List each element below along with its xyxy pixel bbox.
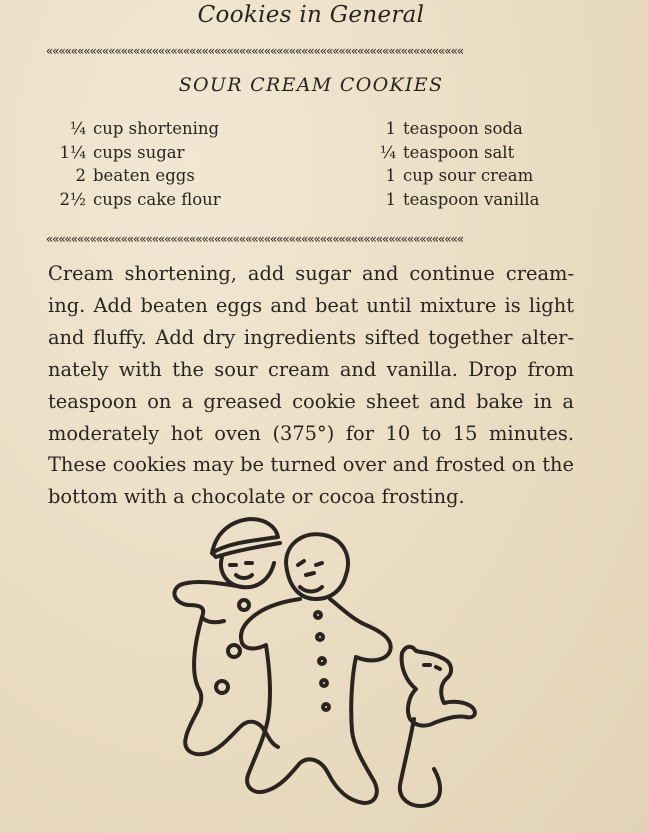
ingredient-row [46, 141, 306, 165]
ingredient-quantity: 2½ [59, 189, 86, 209]
ingredient-row [336, 141, 576, 165]
back-figure-mouth [236, 575, 252, 578]
front-figure-button [321, 680, 327, 686]
gingerbread-men-illustration-icon [130, 505, 510, 825]
ingredient-name: teaspoon vanilla [403, 189, 540, 209]
ingredient-name: cups cake flour [93, 189, 221, 209]
ingredient-row [336, 188, 576, 212]
ornamental-divider-top: ««««««««««««««««««««««««««««««««««««««««««««««««««««««««««««««««««« [46, 44, 464, 58]
back-figure-button [216, 681, 228, 693]
front-figure-button [319, 658, 325, 664]
ingredient-quantity: 2 [75, 166, 86, 185]
ingredient-quantity: ¼ [380, 142, 396, 162]
ingredient-name: teaspoon soda [403, 119, 523, 138]
back-figure-body [174, 582, 278, 754]
ingredient-quantity: 1 [385, 166, 396, 185]
ingredients-list [46, 117, 576, 213]
chapter-title: Cookies in General [197, 2, 425, 28]
back-figure-button [239, 600, 249, 610]
ingredient-row [336, 164, 576, 188]
ingredient-name: cup shortening [93, 119, 220, 138]
ingredient-row [46, 117, 306, 141]
ingredient-quantity: 1 [385, 119, 396, 138]
front-figure-button [315, 612, 321, 618]
front-figure-body [241, 599, 391, 803]
small-figure-eyes [424, 665, 440, 669]
front-figure-eyes [298, 561, 322, 565]
front-figure-mouth [300, 587, 322, 592]
ornamental-divider-bottom: ««««««««««««««««««««««««««««««««««««««««««««««««««««««««««««««««««« [46, 232, 464, 246]
ingredient-row [46, 188, 306, 212]
ingredient-quantity: 1¼ [59, 142, 86, 162]
ingredient-row [336, 117, 576, 141]
ingredient-name: cup sour cream [403, 166, 534, 185]
front-figure-button [323, 704, 329, 710]
recipe-title: SOUR CREAM COOKIES [178, 74, 444, 96]
ingredients-left-column [46, 117, 306, 211]
ingredient-name: teaspoon salt [403, 142, 515, 162]
ingredient-quantity: 1 [385, 189, 396, 209]
ingredients-right-column [336, 117, 576, 211]
ingredient-name: cups sugar [93, 142, 185, 162]
ingredient-name: beaten eggs [93, 166, 195, 185]
front-figure-button [317, 634, 323, 640]
ingredient-quantity: ¼ [70, 119, 86, 138]
recipe-instructions: Cream shortening, add sugar and continue creaming. Add beaten eggs and beat until mixture is light and fluffy. Add dry ingredients sifted together alternately with the sour cream and vanilla. Drop from teaspoon on a greased cookie sheet and bake in a moderately hot oven (375°) for 10 to 15 minutes. These cookies may be turned over and frosted on the bottom with a chocolate or cocoa frosting. [48, 262, 574, 509]
front-figure-nose [306, 573, 314, 575]
back-figure-button [228, 645, 240, 657]
back-figure-eyes [230, 563, 252, 565]
hat-icon [212, 519, 280, 557]
ingredient-row [46, 164, 306, 188]
small-figure-body [400, 647, 475, 806]
